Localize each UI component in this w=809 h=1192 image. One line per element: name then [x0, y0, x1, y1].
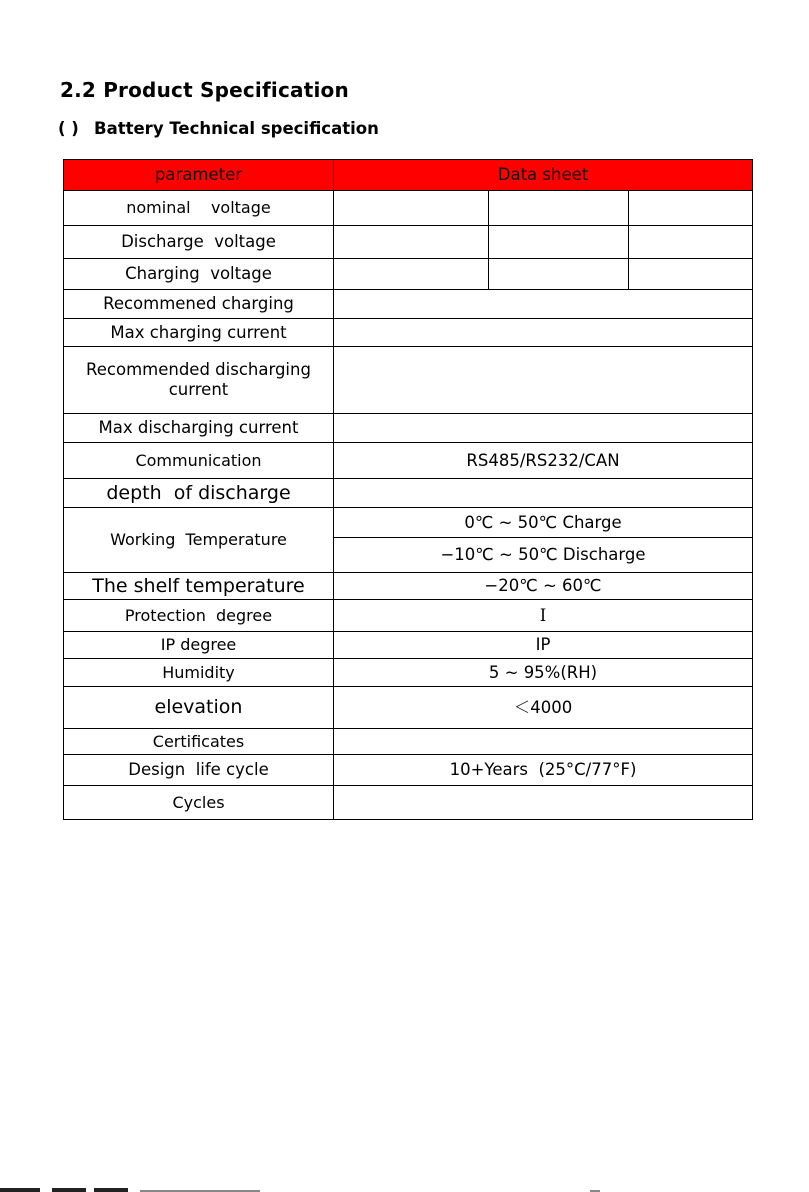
table-row: [64, 573, 753, 600]
label-discharge-voltage: Discharge voltage: [64, 226, 334, 259]
table-row: [64, 600, 753, 632]
value-cell-empty: [334, 259, 489, 290]
table-row: [64, 290, 753, 319]
table-header-row: [64, 160, 753, 191]
table-row: [64, 632, 753, 659]
value-cell-empty: [489, 226, 629, 259]
spec-table: [63, 159, 753, 820]
value-shelf-temperature: −20℃ ~ 60℃: [334, 573, 753, 600]
label-working-temperature: Working Temperature: [64, 508, 334, 573]
value-elevation: ＜4000: [334, 687, 753, 729]
table-row: [64, 259, 753, 290]
label-charging-voltage: Charging voltage: [64, 259, 334, 290]
table-row: [64, 414, 753, 443]
table-row: [64, 479, 753, 508]
label-certificates: Certificates: [64, 729, 334, 755]
value-cell-empty: [334, 226, 489, 259]
value-cell-empty: [334, 290, 753, 319]
header-parameter: parameter: [64, 160, 334, 191]
subsection-label: Battery Technical specification: [94, 119, 379, 138]
label-nominal-voltage: nominal voltage: [64, 191, 334, 226]
value-communication: RS485/RS232/CAN: [334, 443, 753, 479]
table-row: [64, 347, 753, 414]
value-cell-empty: [629, 259, 753, 290]
table-row: [64, 443, 753, 479]
section-title: 2.2 Product Specification: [60, 78, 349, 102]
label-max-discharging-current: Max discharging current: [64, 414, 334, 443]
table-row: [64, 226, 753, 259]
label-recommended-charging: Recommened charging: [64, 290, 334, 319]
label-ip-degree: IP degree: [64, 632, 334, 659]
table-row: [64, 319, 753, 347]
table-row: [64, 786, 753, 820]
value-protection-degree: I: [334, 600, 753, 632]
value-working-temp-charge: 0℃ ~ 50℃ Charge: [334, 508, 753, 538]
subsection-title: [58, 119, 379, 138]
value-cell-empty: [334, 786, 753, 820]
label-humidity: Humidity: [64, 659, 334, 687]
label-cycles: Cycles: [64, 786, 334, 820]
value-cell-empty: [629, 191, 753, 226]
table-row: [64, 687, 753, 729]
value-cell-empty: [334, 319, 753, 347]
label-shelf-temperature: The shelf temperature: [64, 573, 334, 600]
table-row: [64, 508, 753, 538]
label-depth-of-discharge: depth of discharge: [64, 479, 334, 508]
header-data-sheet: Data sheet: [334, 160, 753, 191]
value-humidity: 5 ~ 95%(RH): [334, 659, 753, 687]
label-max-charging-current: Max charging current: [64, 319, 334, 347]
value-cell-empty: [629, 226, 753, 259]
table-row: [64, 191, 753, 226]
value-cell-empty: [489, 259, 629, 290]
value-cell-empty: [334, 347, 753, 414]
value-ip-degree: IP: [334, 632, 753, 659]
label-elevation: elevation: [64, 687, 334, 729]
subsection-paren: ( ): [58, 119, 79, 138]
label-communication: Communication: [64, 443, 334, 479]
table-row: [64, 729, 753, 755]
label-recommended-discharging: Recommended discharging current: [64, 347, 334, 414]
page-edge-artifact: [0, 1186, 809, 1192]
value-working-temp-discharge: −10℃ ~ 50℃ Discharge: [334, 538, 753, 573]
value-cell-empty: [334, 729, 753, 755]
value-cell-empty: [489, 191, 629, 226]
value-cell-empty: [334, 479, 753, 508]
value-design-life-cycle: 10+Years (25°C/77°F): [334, 755, 753, 786]
table-row: [64, 659, 753, 687]
label-protection-degree: Protection degree: [64, 600, 334, 632]
table-row: [64, 755, 753, 786]
value-cell-empty: [334, 414, 753, 443]
label-design-life-cycle: Design life cycle: [64, 755, 334, 786]
value-cell-empty: [334, 191, 489, 226]
